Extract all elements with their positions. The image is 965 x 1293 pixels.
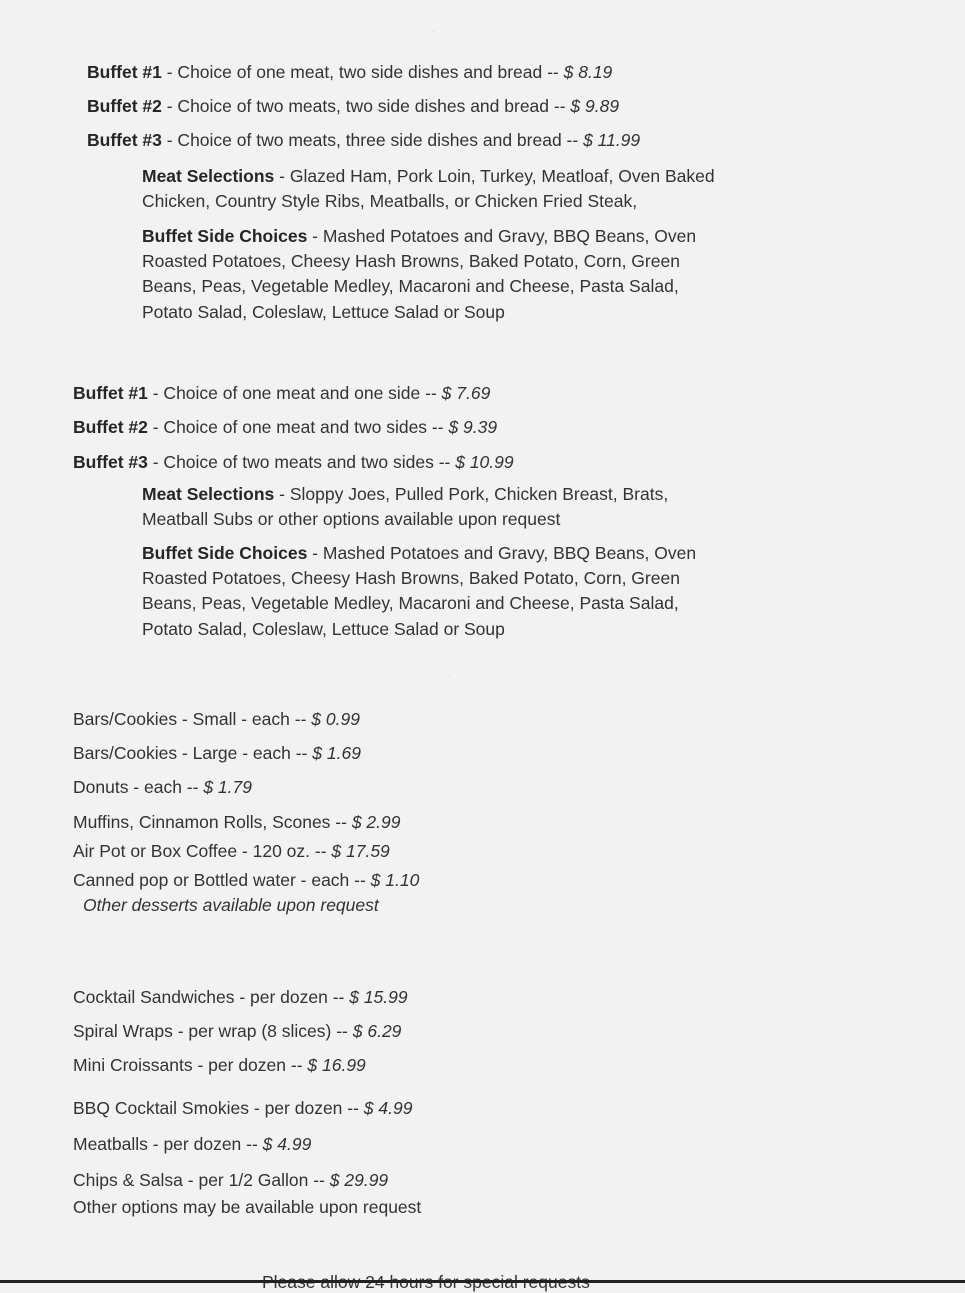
item-description: Bars/Cookies - Large - each -- (73, 743, 313, 763)
item-price: $ 1.10 (370, 870, 420, 890)
item-price: $ 7.69 (441, 383, 491, 403)
item-price: $ 6.29 (352, 1021, 402, 1041)
meat-selections (142, 164, 732, 214)
item-description: Bars/Cookies - Small - each -- (73, 709, 312, 729)
item-price: $ 15.99 (349, 987, 408, 1007)
side-choices-text: - Mashed Potatoes and Gravy, BBQ Beans, Oven Roasted Potatoes, Cheesy Hash Browns, Baked Potato, Corn, Green Beans, Peas, Vegetable Medley, Macaroni and Cheese, Pasta Salad, Potato Salad, Coleslaw, Lettuce Salad or Soup (142, 543, 697, 639)
item-description: - Choice of one meat and one side -- (147, 383, 442, 403)
buffet-side-choices (142, 541, 732, 642)
meat-selections-text: - Glazed Ham, Pork Loin, Turkey, Meatloaf, Oven Baked Chicken, Country Style Ribs, Meatballs, or Chicken Fried Steak, (142, 166, 715, 212)
item-name: Buffet #3 (73, 452, 148, 472)
item-description: BBQ Cocktail Smokies - per dozen -- (73, 1098, 364, 1118)
item-description: Cocktail Sandwiches - per dozen -- (73, 987, 350, 1007)
menu-item (73, 811, 400, 833)
item-price: $ 8.19 (563, 62, 613, 82)
meat-selections (142, 482, 732, 532)
item-description: Canned pop or Bottled water - each -- (73, 870, 371, 890)
separator-dot (445, 956, 446, 957)
item-price: $ 4.99 (363, 1098, 413, 1118)
item-description: - Choice of one meat, two side dishes and bread -- (161, 62, 564, 82)
item-description: - Choice of two meats and two sides -- (147, 452, 456, 472)
separator-dot (449, 675, 450, 676)
item-price: $ 10.99 (455, 452, 514, 472)
side-choices-label: Buffet Side Choices (142, 543, 308, 563)
item-description: Meatballs - per dozen -- (73, 1134, 263, 1154)
menu-item-buffet-3 (87, 129, 640, 151)
menu-item (73, 840, 390, 862)
item-price: $ 16.99 (307, 1055, 366, 1075)
buffet-side-choices (142, 224, 732, 325)
meat-selections-label: Meat Selections (142, 484, 275, 504)
menu-item (73, 1169, 388, 1191)
meat-selections-text: - Sloppy Joes, Pulled Pork, Chicken Breast, Brats, Meatball Subs or other options available upon request (142, 484, 669, 530)
menu-item (73, 1097, 412, 1119)
item-price: $ 17.59 (331, 841, 390, 861)
menu-item (73, 708, 360, 730)
item-name: Buffet #2 (73, 417, 148, 437)
meat-selections-label: Meat Selections (142, 166, 275, 186)
item-price: $ 4.99 (262, 1134, 312, 1154)
side-choices-text: - Mashed Potatoes and Gravy, BBQ Beans, Oven Roasted Potatoes, Cheesy Hash Browns, Baked Potato, Corn, Green Beans, Peas, Vegetable Medley, Macaroni and Cheese, Pasta Salad, Potato Salad, Coleslaw, Lettuce Salad or Soup (142, 226, 697, 322)
menu-item-buffet-3 (73, 451, 514, 473)
menu-item (73, 1133, 311, 1155)
section-note: Other desserts available upon request (83, 895, 379, 915)
item-name: Buffet #1 (73, 383, 148, 403)
menu-item-buffet-2 (73, 416, 497, 438)
item-name: Buffet #3 (87, 130, 162, 150)
menu-item (73, 1054, 366, 1076)
item-description: Air Pot or Box Coffee - 120 oz. -- (73, 841, 332, 861)
item-price: $ 1.79 (203, 777, 252, 797)
menu-item-buffet-1 (87, 61, 612, 83)
item-description: Spiral Wraps - per wrap (8 slices) -- (73, 1021, 353, 1041)
item-price: $ 2.99 (351, 812, 401, 832)
item-description: Donuts - each -- (73, 777, 204, 797)
menu-item-buffet-1 (73, 382, 490, 404)
item-description: - Choice of one meat and two sides -- (147, 417, 449, 437)
item-price: $ 9.39 (448, 417, 498, 437)
item-price: $ 1.69 (312, 743, 361, 763)
side-choices-label: Buffet Side Choices (142, 226, 308, 246)
item-description: Chips & Salsa - per 1/2 Gallon -- (73, 1170, 330, 1190)
item-description: Muffins, Cinnamon Rolls, Scones -- (73, 812, 352, 832)
item-price: $ 9.89 (570, 96, 620, 116)
item-description: Mini Croissants - per dozen -- (73, 1055, 308, 1075)
item-price: $ 29.99 (329, 1170, 389, 1190)
menu-item (73, 986, 408, 1008)
separator-dot (433, 31, 434, 32)
menu-item (73, 742, 361, 764)
item-name: Buffet #1 (87, 62, 162, 82)
menu-item (73, 1020, 401, 1042)
item-name: Buffet #2 (87, 96, 162, 116)
item-description: - Choice of two meats, two side dishes and bread -- (161, 96, 571, 116)
section-note: Other options may be available upon request (73, 1197, 422, 1217)
menu-item (73, 869, 419, 891)
menu-item-buffet-2 (87, 95, 619, 117)
item-description: - Choice of two meats, three side dishes and bread -- (161, 130, 584, 150)
menu-item (73, 776, 252, 798)
item-price: $ 0.99 (311, 709, 360, 729)
item-price: $ 11.99 (583, 130, 641, 150)
